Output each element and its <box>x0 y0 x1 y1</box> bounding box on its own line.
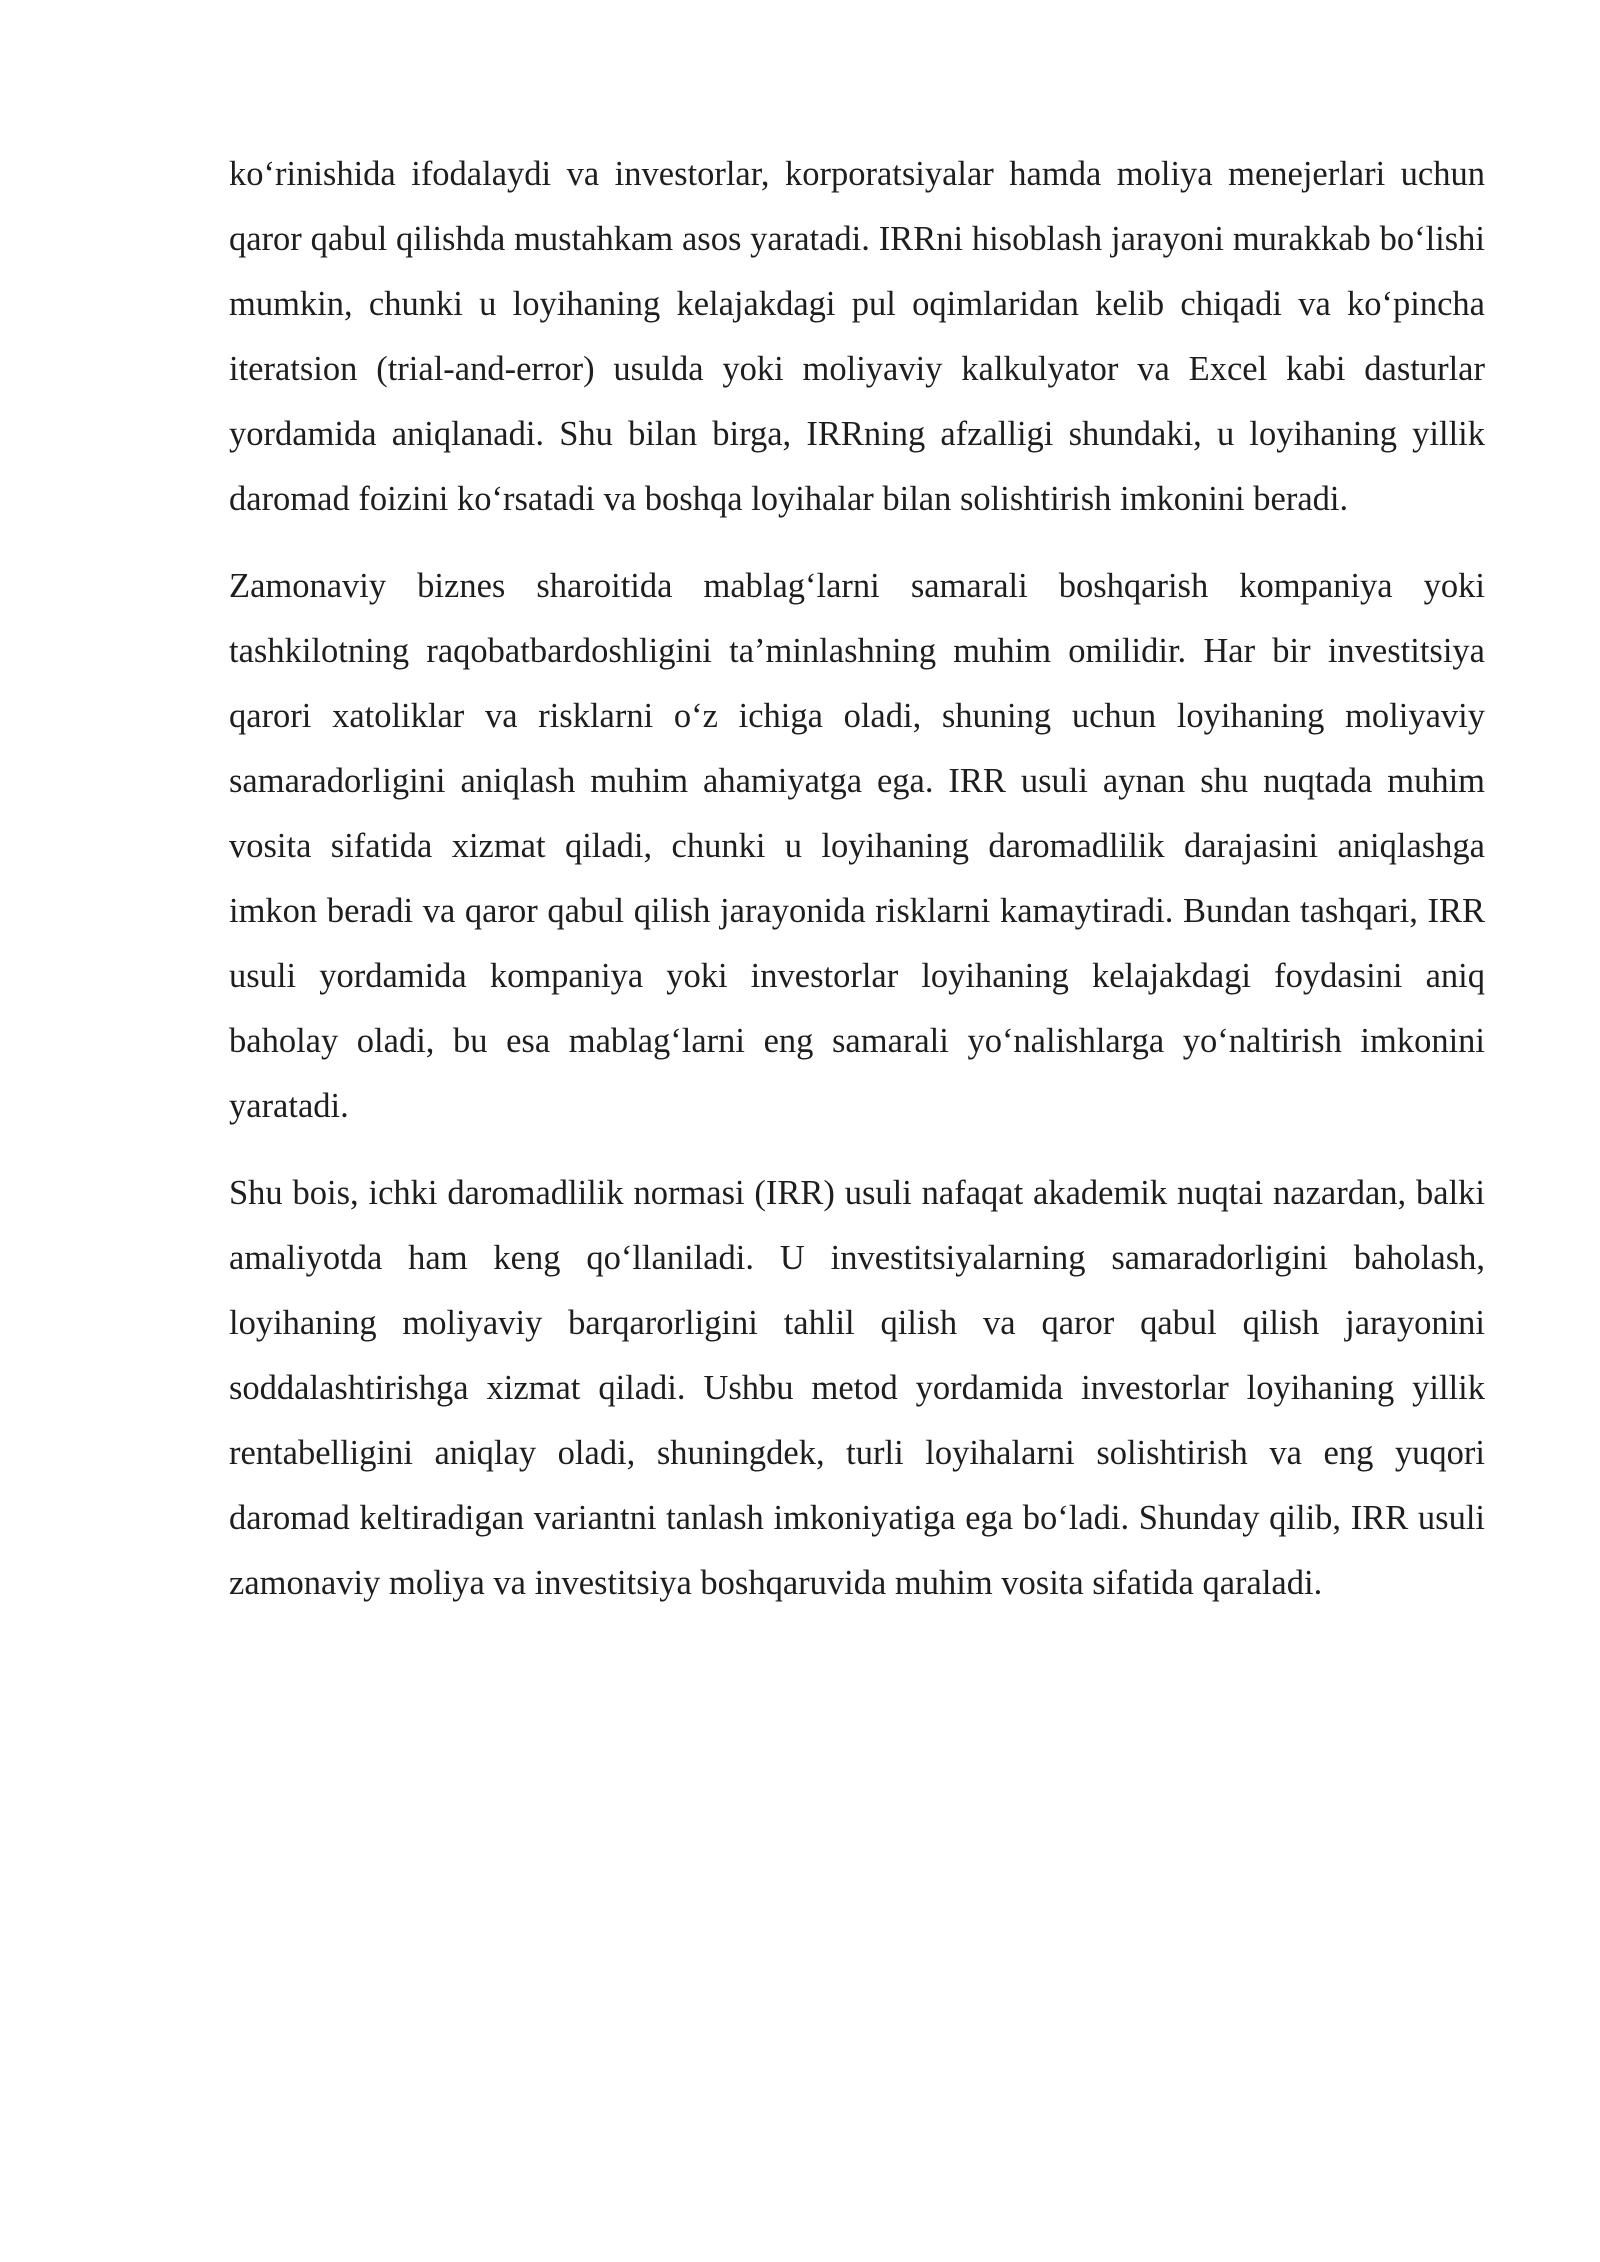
paragraph-2: Zamonaviy biznes sharoitida mablag‘larni samarali boshqarish kompaniya yoki tashkilotning raqobatbardoshligini ta’minlashning muhim omilidir. Har bir investitsiya qarori xatoliklar va risklarni o‘z ichiga oladi, shuning uchun loyihaning moliyaviy samaradorligini aniqlash muhim ahamiyatga ega. IRR usuli aynan shu nuqtada muhim vosita sifatida xizmat qiladi, chunki u loyihaning daromadlilik darajasini aniqlashga imkon beradi va qaror qabul qilish jarayonida risklarni kamaytiradi. Bundan tashqari, IRR usuli yordamida kompaniya yoki investorlar loyihaning kelajakdagi foydasini aniq baholay oladi, bu esa mablag‘larni eng samarali yo‘nalishlarga yo‘naltirish imkonini yaratadi. <box>229 567 1485 1125</box>
paragraph-3: Shu bois, ichki daromadlilik normasi (IRR) usuli nafaqat akademik nuqtai nazardan, balki amaliyotda ham keng qo‘llaniladi. U investitsiyalarning samaradorligini baholash, loyihaning moliyaviy barqarorligini tahlil qilish va qaror qabul qilish jarayonini soddalashtirishga xizmat qiladi. Ushbu metod yordamida investorlar loyihaning yillik rentabelligini aniqlay oladi, shuningdek, turli loyihalarni solishtirish va eng yuqori daromad keltiradigan variantni tanlash imkoniyatiga ega bo‘ladi. Shunday qilib, IRR usuli zamonaviy moliya va investitsiya boshqaruvida muhim vosita sifatida qaraladi. <box>229 1174 1485 1602</box>
document-body <box>229 142 1485 1638</box>
paragraph-1: ko‘rinishida ifodalaydi va investorlar, korporatsiyalar hamda moliya menejerlari uchun qaror qabul qilishda mustahkam asos yaratadi. IRRni hisoblash jarayoni murakkab bo‘lishi mumkin, chunki u loyihaning kelajakdagi pul oqimlaridan kelib chiqadi va ko‘pincha iteratsion (trial-and-error) usulda yoki moliyaviy kalkulyator va Excel kabi dasturlar yordamida aniqlanadi. Shu bilan birga, IRRning afzalligi shundaki, u loyihaning yillik daromad foizini ko‘rsatadi va boshqa loyihalar bilan solishtirish imkonini beradi. <box>229 155 1485 518</box>
